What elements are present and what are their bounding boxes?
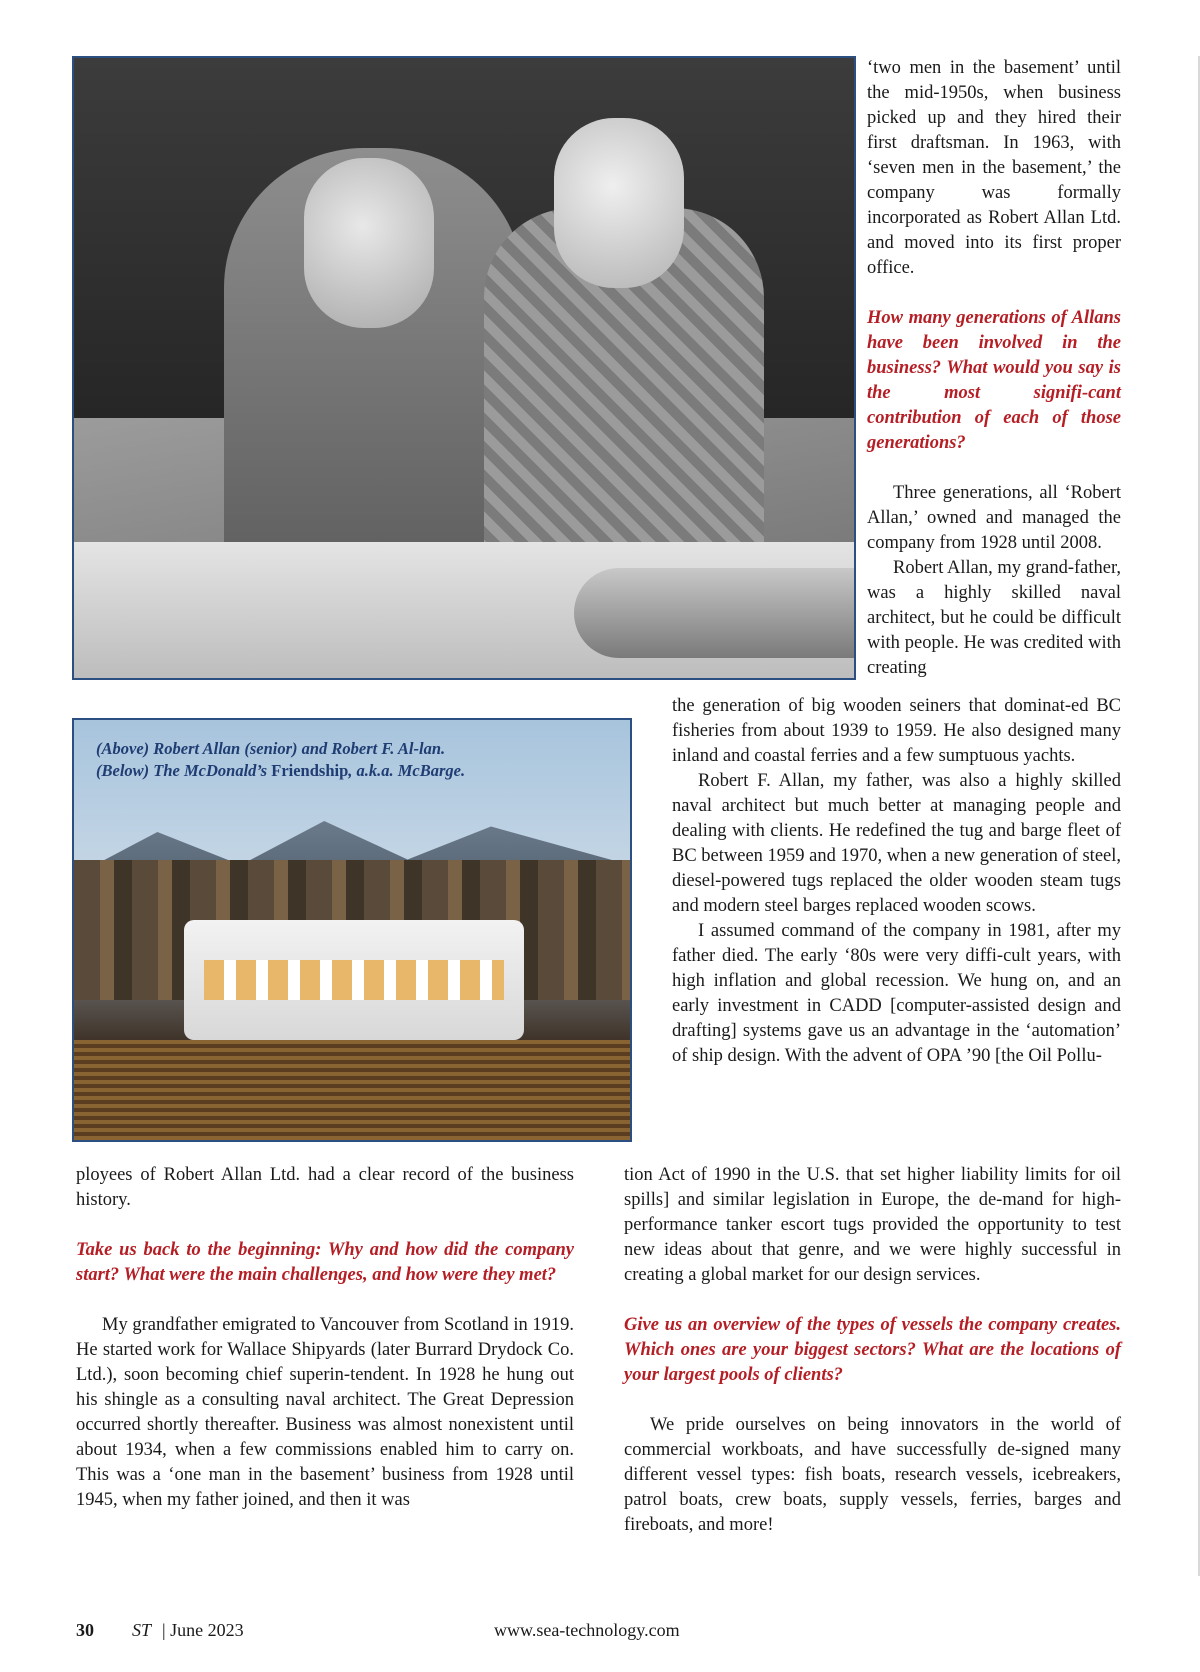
photo-barge-windows xyxy=(204,960,504,1000)
page-number: 30 xyxy=(76,1620,94,1640)
issue-date: | June 2023 xyxy=(162,1620,244,1640)
question-beginning: Take us back to the beginning: Why and how did the company start? What were the main challenges, and how were they met? xyxy=(76,1240,574,1285)
magazine-name: ST xyxy=(132,1620,152,1640)
paragraph: Robert F. Allan, my father, was also a highly skilled naval architect but much better at managing people and dealing with clients. He redefined the tug and barge fleet of BC between 1959 and 1970, when a new generation of steel, diesel-powered tugs replaced the older wooden steam tugs and modern steel barges replaced wooden scows. xyxy=(672,771,1122,916)
caption-part-3: , a.k.a. McBarge. xyxy=(348,761,466,780)
paragraph: ‘two men in the basement’ until the mid-1950s, when business picked up and they hired their first draftsman. In 1963, with ‘seven men in the basement,’ the company was formally incorporated as Robert Allan Ltd. and moved into its first proper office. xyxy=(867,58,1121,278)
photo-caption xyxy=(96,738,486,782)
photo-water-reflection xyxy=(74,1040,630,1140)
paragraph: My grandfather emigrated to Vancouver from Scotland in 1919. He started work for Wallace Shipyards (later Burrard Drydock Co. Ltd.), soon becoming chief superin-tendent. In 1928 he hung out his shingle as a consulting naval architect. The Great Depression occurred shortly thereafter. Business was almost nonexistent until about 1934, when a few commissions enabled him to carry on. This was a ‘one man in the basement’ business from 1928 until 1945, when my father joined, and then it was xyxy=(76,1315,574,1510)
paragraph: We pride ourselves on being innovators in the world of commercial workboats, and have successfully de-signed many different vessel types: fish boats, research vessels, icebreakers, patrol boats, crew boats, supply vessels, ferries, barges and fireboats, and more! xyxy=(624,1415,1121,1535)
right-column-top xyxy=(867,56,1121,681)
paragraph: tion Act of 1990 in the U.S. that set higher liability limits for oil spills] and similar legislation in Europe, the de-mand for high-performance tanker escort tugs provided the opportunity to test new ideas about that genre, and we were highly successful in creating a global market for our design services. xyxy=(624,1165,1121,1285)
left-column-bottom xyxy=(76,1163,574,1513)
website-url: www.sea-technology.com xyxy=(494,1620,680,1640)
photo-figure-seated-head xyxy=(304,158,434,328)
question-vessel-types: Give us an overview of the types of vessels the company creates. Which ones are your biggest sectors? What are the locations of your largest pools of clients? xyxy=(624,1315,1121,1385)
paragraph: Robert Allan, my grand-father, was a highly skilled naval architect, but he could be difficult with people. He was credited with creating xyxy=(867,558,1121,678)
paragraph: I assumed command of the company in 1981, after my father died. The early ‘80s were very diffi-cult years, with high inflation and global recession. We hung on, and an early investment in CADD [computer-assisted design and drafting] systems gave us an advantage in the ‘automation’ of ship design. With the advent of OPA ’90 [the Oil Pollu- xyxy=(672,921,1121,1066)
caption-vessel-name: Friendship xyxy=(271,761,349,780)
paragraph: the generation of big wooden seiners that dominat-ed BC fisheries from about 1939 to 1959. He also designed many inland and coastal ferries and a few sumptuous yachts. xyxy=(672,696,1121,766)
question-generations: How many generations of Allans have been involved in the business? What would you say is the most signifi-cant contribution of each of those generations? xyxy=(867,308,1121,453)
photo-drawing-tube xyxy=(574,568,856,658)
paragraph: ployees of Robert Allan Ltd. had a clear record of the business history. xyxy=(76,1165,574,1210)
right-column-bottom xyxy=(624,1163,1121,1538)
paragraph: Three generations, all ‘Robert Allan,’ owned and managed the company from 1928 until 2008. xyxy=(867,483,1121,553)
photo-figure-standing-head xyxy=(554,118,684,288)
caption-part-1: (Above) Robert Allan (senior) and Robert F. Al-lan. (Below) The McDonald’s xyxy=(96,739,446,780)
photo-robert-allan-senior-and-son xyxy=(72,56,856,680)
right-column-middle xyxy=(672,694,1121,1069)
